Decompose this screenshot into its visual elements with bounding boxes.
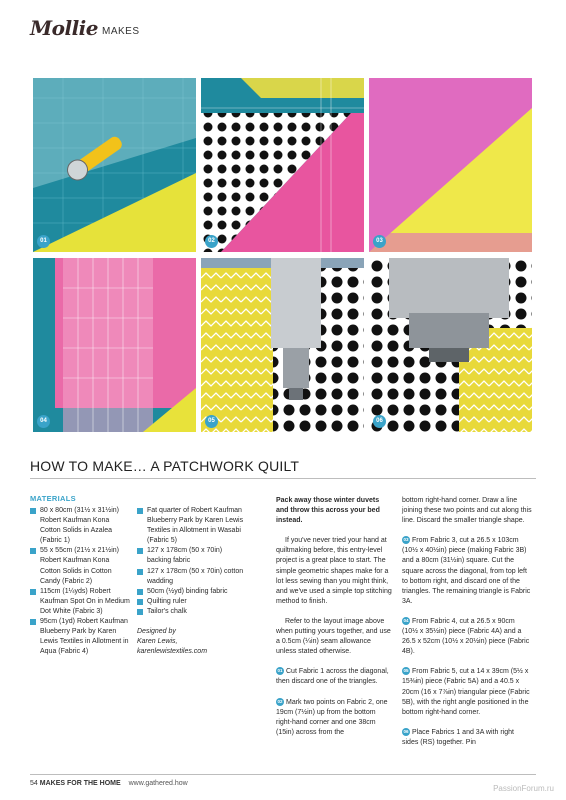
step-photo-4 xyxy=(33,258,196,432)
step-number-badge: 01 xyxy=(277,668,283,674)
photo-badge: 02 xyxy=(205,235,218,248)
step-4 xyxy=(402,617,532,657)
step-text: Cut Fabric 1 across the diagonal, then discard one of the triangles. xyxy=(276,668,389,686)
material-item: 95cm (1yd) Robert Kaufman Blueberry Park by Karen Lewis Textiles in Allotment in Aqua (Fabric 4) xyxy=(30,617,130,657)
brand-logo: Mollie xyxy=(30,16,98,40)
step-photo-3 xyxy=(369,78,532,252)
step-1 xyxy=(276,667,392,687)
material-item: Fat quarter of Robert Kaufman Blueberry Park by Karen Lewis Textiles in Allotment in Wasabi (Fabric 5) xyxy=(137,506,247,546)
footer-url[interactable]: www.gathered.how xyxy=(128,780,188,787)
step-3 xyxy=(402,536,532,607)
intro-paragraph: Refer to the layout image above when putting yours together, and use a 0.5cm (¼in) seam allowance unless stated otherwise. xyxy=(276,617,391,656)
photo-grid xyxy=(33,78,533,438)
step-photo-5 xyxy=(201,258,364,432)
step-photo-2 xyxy=(201,78,364,252)
step-photo-1 xyxy=(33,78,196,252)
material-item: 115cm (1¼yds) Robert Kaufman Spot On in Medium Dot White (Fabric 3) xyxy=(30,587,130,617)
footer-divider xyxy=(30,774,536,775)
step-text: Place Fabrics 1 and 3A with right sides (RS) together. Pin xyxy=(402,728,514,746)
materials-column-2 xyxy=(137,506,247,657)
footer-section: MAKES FOR THE HOME xyxy=(39,780,121,787)
intro-lead: Pack away those winter duvets and throw this across your bed instead. xyxy=(276,497,380,525)
designer-name: Karen Lewis, xyxy=(137,638,178,646)
step-text: From Fabric 3, cut a 26.5 x 103cm (10½ x 40½in) piece (making Fabric 3B) and a 80cm (31½in) square. Cut the square across the diagonal, from top left to bottom right, and discard one of the triangles. The remaining triangle is Fabric 3A. xyxy=(402,537,531,605)
page-footer xyxy=(30,780,188,787)
step-text: From Fabric 5, cut a 14 x 39cm (5½ x 15⅜in) piece (Fabric 5A) and a 40.5 x 20cm (16 x 7⅞in) triangular piece (Fabric 5B), with the right angle positioned in the bottom right-hand corner. xyxy=(402,668,530,716)
material-item: 127 x 178cm (50 x 70in) backing fabric xyxy=(137,546,247,566)
watermark: PassionForum.ru xyxy=(493,784,554,793)
material-item: 127 x 178cm (50 x 70in) cotton wadding xyxy=(137,567,247,587)
step-text: Mark two points on Fabric 2, one 19cm (7½in) up from the bottom right-hand corner and one 38cm (15in) across from the xyxy=(276,698,388,736)
page-number: 54 xyxy=(30,780,38,787)
photo-badge: 03 xyxy=(373,235,386,248)
instructions-column-2 xyxy=(402,496,532,758)
intro-paragraph: If you've never tried your hand at quiltmaking before, this entry-level project is a great place to start. The simple geometric shapes make for a lot less sewing than you might think, and we've used a simple top stitching method to finish. xyxy=(276,537,392,605)
step-photo-6 xyxy=(369,258,532,432)
page-header xyxy=(30,16,140,40)
photo-badge: 04 xyxy=(37,415,50,428)
materials-column-1 xyxy=(30,506,130,657)
step-number-badge: 05 xyxy=(403,668,409,674)
material-item: Quilting ruler xyxy=(137,597,247,607)
designer-credit xyxy=(137,627,247,657)
step-5 xyxy=(402,667,532,717)
material-item: 55 x 55cm (21½ x 21½in) Robert Kaufman Kona Cotton Solids in Cotton Candy (Fabric 2) xyxy=(30,546,130,586)
instructions-column-1 xyxy=(276,496,392,748)
step-number-badge: 04 xyxy=(403,618,409,624)
step-text: From Fabric 4, cut a 26.5 x 90cm (10½ x 35½in) piece (Fabric 4A) and a 26.5 x 52cm (10½ x 20½in) piece (Fabric 4B). xyxy=(402,617,530,656)
step-number-badge: 02 xyxy=(277,698,283,704)
section-label: MAKES xyxy=(102,26,140,37)
photo-badge: 06 xyxy=(373,415,386,428)
photo-badge: 05 xyxy=(205,415,218,428)
step-6 xyxy=(402,728,532,748)
designed-by-label: Designed by xyxy=(137,628,176,636)
designer-website: karenlewistextiles.com xyxy=(137,648,208,656)
material-item: 80 x 80cm (31½ x 31½in) Robert Kaufman Kona Cotton Solids in Azalea (Fabric 1) xyxy=(30,506,130,546)
step-number-badge: 03 xyxy=(403,537,409,543)
material-item: Tailor's chalk xyxy=(137,607,247,617)
step-number-badge: 06 xyxy=(403,728,409,734)
materials-heading: MATERIALS xyxy=(30,494,76,503)
step-2-continued: bottom right-hand corner. Draw a line joining these two points and cut along this line. Discard the smaller triangle shape. xyxy=(402,497,532,525)
page-title: HOW TO MAKE… A PATCHWORK QUILT xyxy=(30,458,300,474)
material-item: 50cm (½yd) binding fabric xyxy=(137,587,247,597)
title-divider xyxy=(30,478,536,479)
photo-badge: 01 xyxy=(37,235,50,248)
step-2 xyxy=(276,698,392,738)
